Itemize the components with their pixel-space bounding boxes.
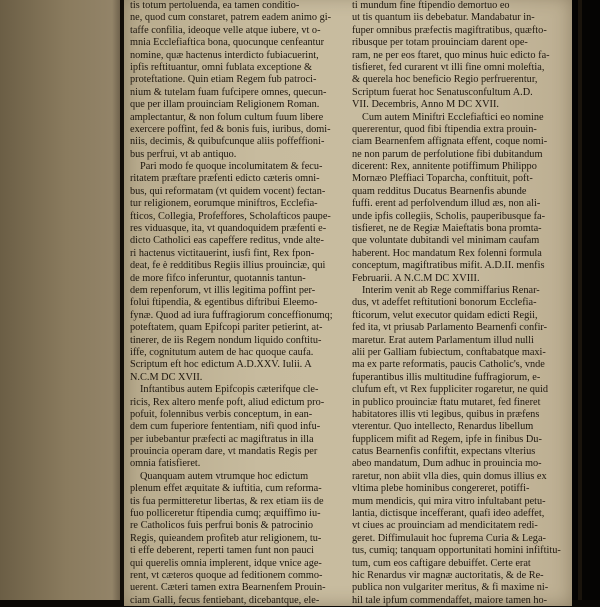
text-line: tisfieret, fed curarent vt illi fine omni moleftia, <box>352 61 545 73</box>
right-text-column <box>352 0 566 607</box>
text-line: bus, qui reformatam (vt quidem vocent) fectan- <box>130 185 326 197</box>
text-line: res viduasque, ita, vt quandoquidem præfenti e- <box>130 223 327 235</box>
text-line: lantia, dictisque incefferant, quafi ideo adeffet, <box>352 508 545 520</box>
text-line: quererentur, quod fibi ftipendia extra prouin- <box>352 123 537 135</box>
text-line: ram, ne per eos ftaret, quo minus huic edicto fa- <box>352 49 550 61</box>
text-line: maretur. Erat autem Parlamentum illud nulli <box>352 334 534 346</box>
text-line: hil tale ipfum commendaffet, maiore tamen ho- <box>352 594 548 606</box>
text-line: Scriptum eft hoc edictum A.D.XXV. Iulii. A <box>130 359 312 371</box>
text-line: dicto Catholici eas capeffere reditus, vnde alte- <box>130 235 324 247</box>
text-line: ciam Galli, fecus fentiebant, dicebantque, ele- <box>130 594 320 606</box>
text-line: Februarii. A N.C.M DC XVIII. <box>352 272 480 284</box>
text-line: qui querelis omnia implerent, idque vnice age- <box>130 557 322 569</box>
text-line: VII. Decembris, Anno M DC XVII. <box>352 99 499 111</box>
text-line: geret. Diffimulauit hoc fuprema Curia & Lega- <box>352 532 546 544</box>
text-line: vterentur. Quo intellecto, Renardus libellum <box>352 421 534 433</box>
text-line: de more fifco inferuntur, quotannis tantun- <box>130 272 306 284</box>
text-line: ma ex parte reformatis, paucis Catholic's, vnde <box>352 359 545 371</box>
text-line: bus perfrui, vt ab antiquo. <box>130 148 237 160</box>
text-line: rent, vt cæteros quoque ad feditionem commo- <box>130 569 323 581</box>
text-line: Inftantibus autem Epifcopis cæterifque cle- <box>140 384 319 396</box>
text-line: poteftatem, quam Epifcopi pariter petierint, at- <box>130 322 323 334</box>
text-line: Regis, quieandem profiteb atur religionem, tu- <box>130 532 322 544</box>
text-line: ricis, Rex altero menfe poft, aliud edictum pro- <box>130 396 325 408</box>
text-line: fed ita, vt priusab Parlamento Bearnenfi confir- <box>352 322 548 334</box>
text-line: ritatem præftare præfenti edicto cæteris omni- <box>130 173 320 185</box>
text-line: fuperantibus illis multitudine fuffragiorum, e- <box>352 371 541 383</box>
text-line: fuffi. erent ad perfolvendum illud æs, non ali- <box>352 198 541 210</box>
text-line: vt ciues ac prouinciam ad mendicitatem redi- <box>352 520 538 532</box>
text-line: per iubebantur præfecti ac magiftratus in illa <box>130 433 314 445</box>
text-line: fynæ. Quod ad iura fuffragiorum conceffionumq; <box>130 309 333 321</box>
text-line: abeo mandatum, Dum adhuc in prouincia mo- <box>352 458 542 470</box>
text-line: ribusque per totam prouinciam darent ope- <box>352 37 528 49</box>
text-line: nomine, quæ hactenus interdicto fubiacuerint, <box>130 49 319 61</box>
text-line: exercere poffint, fed & bonis fuis, iuribus, domi- <box>130 123 331 135</box>
text-line: habitatores illis vti legibus, quibus in præfens <box>352 408 540 420</box>
text-line: tisfieret, ne de Regiæ Maieftatis bona promta- <box>352 223 542 235</box>
text-line: fuper omnibus præfectis magiftratibus, quæfto- <box>352 24 547 36</box>
text-line: mnia Ecclefiaftica bona, quocunque cenfeantur <box>130 37 325 49</box>
text-line: ne non parum de perfolutione fibi dubitandum <box>352 148 543 160</box>
text-line: uerent. Cæteri tamen extra Bearnenfem Prouin- <box>130 582 326 594</box>
text-line: tis fua permitteretur libertas, & rex etiam iis de <box>130 495 324 507</box>
text-line: folui ftipendia, & egentibus diftribui Eleemo- <box>130 297 318 309</box>
text-line: catus Bearnenfis confiftit, expectans vlterius <box>352 446 536 458</box>
text-line: plenum effet æquitate & iuftitia, cum reforma- <box>130 483 322 495</box>
text-line: proteftatione. Quin etiam Regem fub patroci- <box>130 74 317 86</box>
text-line: deat, fe è redditibus Regiis illius prouinciæ, qui <box>130 260 326 272</box>
left-book-margin <box>0 0 120 600</box>
text-line: amplectantur, & non folum cultum fuum libere <box>130 111 324 123</box>
text-line: unde ipfis collegiis, Scholis, pauperibusque fa- <box>352 210 546 222</box>
text-line: publica non vulgariter meritus, & fi maxime ni- <box>352 582 549 594</box>
text-line: que voluntate dubitandi vel minimam caufam <box>352 235 540 247</box>
book-page <box>124 0 572 606</box>
text-line: ti effe deberent, reperti tamen funt non pauci <box>130 545 314 557</box>
text-line: vltima plebe hominibus congereret, potiffi- <box>352 483 530 495</box>
text-line: tis totum pertoluenda, ea tamen conditio- <box>130 0 300 11</box>
text-line: N.C.M DC XVII. <box>130 371 203 383</box>
text-line: hic Renardus vir magnæ auctoritatis, & de Re- <box>352 569 544 581</box>
text-line: haberent. Hoc mandatum Rex folenni formula <box>352 247 542 259</box>
text-line: Cum autem Miniftri Ecclefiaftici eo nomine <box>362 111 544 123</box>
text-line: in publico prouinciæ ftatu mutaret, fed fineret <box>352 396 541 408</box>
text-line: fticorum, velut executor quidam edicti Regii, <box>352 309 538 321</box>
text-line: Mornæo Pleffiaci Toparcha, conftituit, poft- <box>352 173 533 185</box>
text-line: re Catholicos fuis perfrui bonis & patrocinio <box>130 520 314 532</box>
right-book-edge <box>572 0 600 600</box>
text-line: niis, decimis, & quibufcunque aliis poffeffioni- <box>130 136 325 148</box>
text-line: fuo polliceretur ftipendia cumq; æquiffimo iu- <box>130 508 321 520</box>
book-spine-line <box>578 0 582 600</box>
text-line: ut tis quantum iis debebatur. Mandabatur in- <box>352 12 535 24</box>
text-line: dem cum fuperiore fententiam, nifi quod infu- <box>130 421 321 433</box>
text-line: raretur, non abiit vlla dies, quin domus illius ex <box>352 470 547 482</box>
text-line: fupplicem mifit ad Regem, ipfe in finibus Du- <box>352 433 542 445</box>
text-line: tur religionem, eorumque miniftros, Ecclefia- <box>130 198 318 210</box>
text-line: dem repenforum, vt illis legitima poffint per- <box>130 284 316 296</box>
text-line: fticos, Collegia, Profeffores, Scholafticos paupe- <box>130 210 331 222</box>
text-line: Scriptum fuerat hoc Senatusconfultum A.D. <box>352 86 533 98</box>
text-line: tinerer, de iis Regem nondum liquido conftitu- <box>130 334 322 346</box>
text-line: iffe, cognitutum autem de hac quoque caufa. <box>130 346 314 358</box>
text-line: ri hactenus victitauerint, iusfi fint, Rex fpon- <box>130 247 315 259</box>
text-line: clufum eft, vt Rex fuppliciter rogaretur, ne quid <box>352 384 549 396</box>
text-line: nium & tutelam fuam fufcipere omnes, quecun- <box>130 86 327 98</box>
text-line: alii per Galliam fubiectum, conftabatque maxi- <box>352 346 546 358</box>
text-line: ti mundum fine ftipendio demortuo eo <box>352 0 510 11</box>
text-line: mum mendicis, qui mira vitro infultabant petu- <box>352 495 546 507</box>
text-line: omnia fatisfieret. <box>130 458 201 470</box>
text-line: ipfis reftituantur, omni fublata exceptione & <box>130 61 313 73</box>
text-line: ciam Bearnenfem affignata effent, coque nomi- <box>352 136 548 148</box>
text-line: tum, cum eos caftigare debuiffet. Certe erat <box>352 557 531 569</box>
text-line: Interim venit ab Rege commiffarius Renar- <box>362 284 540 296</box>
text-line: ne, quod cum constaret, patrem eadem animo gi- <box>130 12 332 24</box>
text-line: conceptum, magiftratibus mifit. A.D.II. menfis <box>352 260 545 272</box>
text-line: & querela hoc beneficio Regio perfruerentur, <box>352 74 538 86</box>
text-line: Quanquam autem vtrumque hoc edictum <box>140 470 309 482</box>
text-line: tus, cumiq; tanquam opportunitati homini infiftitu- <box>352 545 561 557</box>
text-line: que per illam prouinciam Religionem Roman. <box>130 99 320 111</box>
left-text-column <box>130 0 346 607</box>
text-line: dicerent: Rex, annitente potiffimum Philippo <box>352 161 537 173</box>
text-line: quam redditus Ducatus Bearnenfis abunde <box>352 185 527 197</box>
text-line: Pari modo fe quoque incolumitatem & fecu- <box>140 161 323 173</box>
text-line: pofuit, folennibus verbis conceptum, in ean- <box>130 408 313 420</box>
text-line: prouincia operam dare, vt mandatis Regis per <box>130 446 318 458</box>
text-line: dus, vt adeffet reftitutioni bonorum Ecclefia- <box>352 297 537 309</box>
text-line: taffe confilia, ideoque velle atque iubere, vt o- <box>130 24 321 36</box>
